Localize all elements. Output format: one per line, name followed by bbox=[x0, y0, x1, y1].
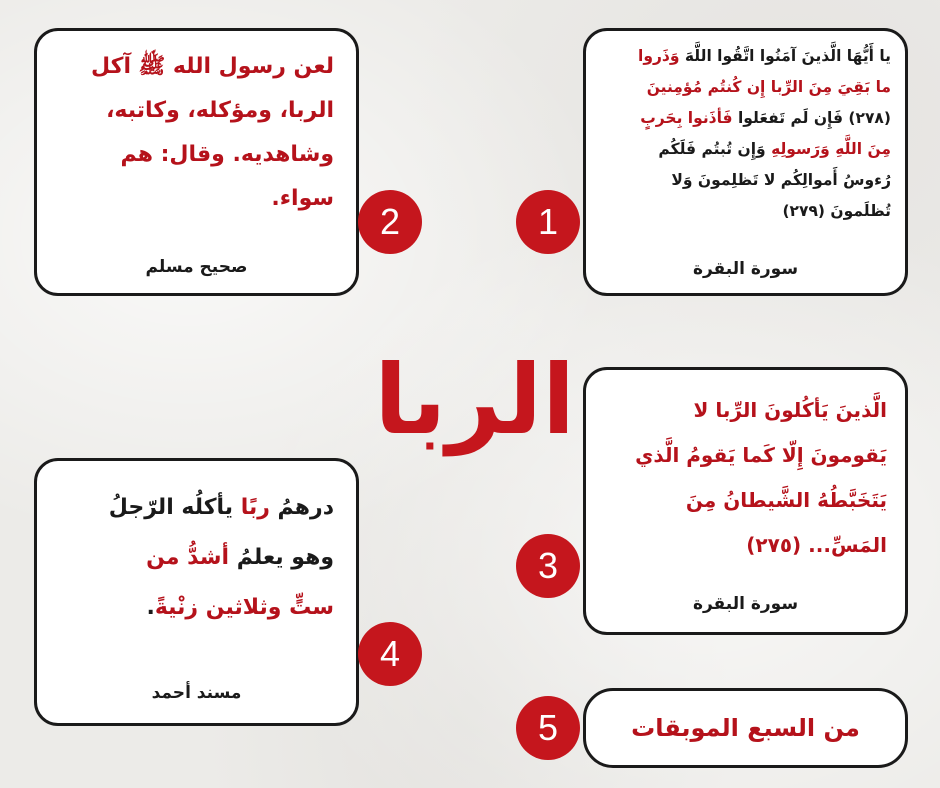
text-span-red: ربًا bbox=[240, 495, 270, 520]
hadith-text bbox=[55, 483, 334, 633]
text-line: ما بَقِيَ مِنَ الرِّبا إِن كُنتُم مُؤمِنينَ bbox=[646, 78, 891, 96]
text-line: الربا، ومؤكله، وكاتبه، bbox=[106, 98, 334, 123]
hadith-text bbox=[55, 45, 334, 221]
text-line: لعن رسول الله ﷺ آكل bbox=[91, 54, 334, 79]
text-line: رُءوسُ أَموالِكُم لا تَظلِمونَ وَلا bbox=[671, 171, 891, 189]
text-line: الَّذينَ يَأكُلونَ الرِّبا لا bbox=[693, 398, 887, 422]
text-span: وهو يعلمُ bbox=[229, 545, 334, 570]
text-span-red: أشدُّ من bbox=[146, 545, 230, 570]
text-span: وَإِن تُبتُم فَلَكُم bbox=[658, 140, 772, 158]
number-badge-5: 5 bbox=[516, 696, 580, 760]
number-badge-4: 4 bbox=[358, 622, 422, 686]
verse-text bbox=[596, 41, 891, 227]
quran-verse-card-1 bbox=[583, 28, 908, 296]
source-label: مسند أحمد bbox=[151, 683, 242, 703]
major-sins-card-5 bbox=[583, 688, 908, 768]
hadith-card-4 bbox=[34, 458, 359, 726]
quran-verse-card-3 bbox=[583, 367, 908, 635]
number-badge-1: 1 bbox=[516, 190, 580, 254]
number-badge-3: 3 bbox=[516, 534, 580, 598]
hadith-card-2 bbox=[34, 28, 359, 296]
text-span-red: مِنَ اللَّهِ وَرَسولِهِ bbox=[771, 140, 891, 158]
source-label: صحيح مسلم bbox=[145, 257, 248, 277]
card-5-text: من السبع الموبقات bbox=[631, 714, 860, 742]
text-line: تُظلَمونَ (٢٧٩) bbox=[782, 202, 891, 220]
text-line: المَسِّ... (٢٧٥) bbox=[746, 533, 887, 557]
text-span-red: فَأذَنوا بِحَربٍ bbox=[640, 109, 733, 127]
text-line: سواء. bbox=[271, 186, 334, 211]
verse-text bbox=[600, 388, 887, 568]
source-label: سورة البقرة bbox=[692, 259, 799, 279]
text-line: وشاهديه. وقال: هم bbox=[120, 142, 334, 167]
text-span-red: وَذَروا bbox=[638, 47, 685, 65]
number-badge-2: 2 bbox=[358, 190, 422, 254]
page-title: الربا bbox=[374, 344, 575, 456]
text-span-red: ستٍّ وثلاثين زنْيةً bbox=[154, 595, 334, 620]
text-line: يَتَخَبَّطُهُ الشَّيطانُ مِنَ bbox=[685, 488, 887, 512]
text-span: يا أَيُّهَا الَّذينَ آمَنُوا اتَّقُوا اللَّهَ bbox=[684, 47, 891, 65]
text-span: يأكلُه الرّجلُ bbox=[108, 495, 241, 520]
text-line: يَقومونَ إِلّا كَما يَقومُ الَّذي bbox=[635, 443, 887, 467]
source-label: سورة البقرة bbox=[692, 594, 799, 614]
text-span: درهمُ bbox=[269, 495, 334, 520]
text-span: . bbox=[146, 595, 155, 620]
text-span: (٢٧٨) فَإِن لَم تَفعَلوا bbox=[732, 109, 891, 127]
